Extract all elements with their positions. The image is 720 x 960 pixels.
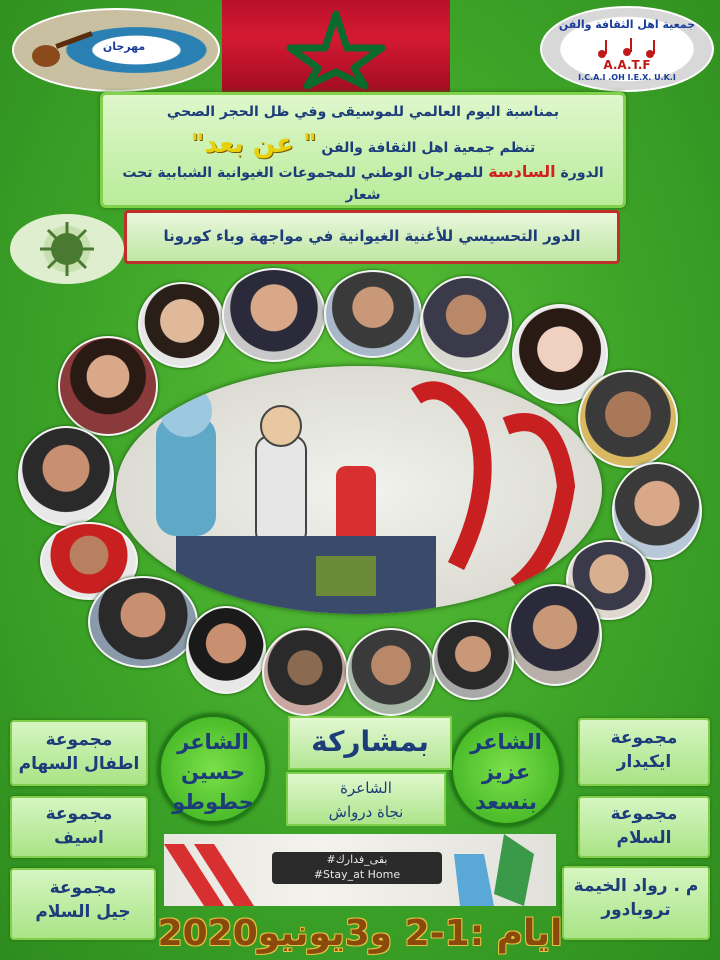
coronavirus-image — [10, 214, 124, 284]
participant-photo — [432, 620, 514, 700]
participant-photo — [346, 628, 436, 716]
poet-first-name: حسين — [181, 760, 245, 784]
edition-suffix: للمهرجان الوطني للمجموعات الغيوانية الشبابية تحت شعار — [122, 165, 484, 203]
poet-right-circle — [450, 714, 562, 826]
stay-home-banner — [272, 852, 442, 884]
association-latin: I.C.A.I .OH I.E.X. U.K.I — [578, 73, 676, 82]
slogan-box: الدور التحسيسي للأغنية الغيوانية في مواجهة وباء كورونا — [124, 210, 620, 264]
group-box-right-3 — [562, 866, 710, 940]
group-label: مجموعة — [45, 804, 113, 824]
guitar-icon — [28, 24, 98, 74]
organizer-text: تنظم جمعية اهل الثقافة والفن — [321, 140, 536, 156]
participant-photo — [324, 270, 422, 358]
poet-title: الشاعر — [177, 730, 249, 754]
announcement-line-3 — [103, 161, 623, 206]
edition-highlight: السادسة — [488, 162, 556, 181]
participant-photo — [420, 276, 512, 372]
association-abbr: A.A.T.F — [603, 58, 651, 72]
group-name: اسيف — [54, 828, 104, 848]
group-name: جيل السلام — [35, 902, 131, 922]
group-label: م . رواد الخيمة — [573, 876, 699, 896]
participant-photo — [222, 268, 326, 362]
moroccan-flag — [222, 0, 450, 92]
participant-photo — [578, 370, 678, 468]
poet-title: الشاعر — [470, 730, 542, 754]
group-label: مجموعة — [49, 878, 117, 898]
poet-left-circle — [158, 714, 268, 824]
covid-mural-image — [116, 366, 602, 614]
group-label: مجموعة — [610, 728, 678, 748]
poetess-box — [286, 772, 446, 826]
participant-photo — [138, 282, 226, 368]
poetess-name: نجاة درواش — [328, 803, 404, 821]
festival-logo — [12, 8, 220, 92]
virus-icon — [10, 214, 124, 284]
stay-home-english: #Stay_at Home — [313, 868, 401, 881]
edition-prefix: الدورة — [560, 165, 604, 181]
group-box-right-1 — [578, 718, 710, 786]
group-label: مجموعة — [610, 804, 678, 824]
participation-title: بمشاركة — [288, 716, 452, 770]
participant-photo — [262, 628, 348, 716]
group-name: تروبادور — [601, 900, 671, 920]
group-name: اطفال السهام — [18, 754, 140, 774]
music-notes-icon — [592, 36, 662, 60]
poet-last-name: بنسعد — [475, 790, 537, 814]
announcement-box — [100, 92, 626, 208]
group-name: السلام — [616, 828, 672, 848]
stay-home-image — [164, 834, 556, 906]
group-name: ايكيدار — [616, 752, 672, 772]
participant-photo — [186, 606, 266, 694]
group-label: مجموعة — [45, 730, 113, 750]
festival-logo-text: مهرجان — [102, 40, 146, 53]
remote-highlight: " عن بعد" — [190, 129, 317, 159]
participant-photo — [18, 426, 114, 526]
group-box-left-1 — [10, 720, 148, 786]
star-icon — [222, 0, 450, 92]
participant-photo — [58, 336, 158, 436]
event-dates: ايام :1-2 و3يونيو2020 — [157, 913, 563, 954]
announcement-line-1: بمناسبة اليوم العالمي للموسيقى وفي ظل الحجر الصحي — [166, 104, 560, 120]
mural-illustration — [116, 366, 602, 614]
stay-home-arabic: #بقى_فدارك — [326, 853, 388, 866]
announcement-line-2 — [103, 129, 623, 159]
association-name: جمعية اهل الثقافة والفن — [558, 18, 696, 31]
poetess-title: الشاعرة — [340, 779, 392, 797]
group-box-left-2 — [10, 796, 148, 858]
association-logo — [540, 6, 714, 92]
group-box-right-2 — [578, 796, 710, 858]
group-box-left-3 — [10, 868, 156, 940]
poet-first-name: عزيز — [481, 760, 531, 784]
participant-photo — [508, 584, 602, 686]
poet-last-name: حطوطو — [172, 790, 254, 814]
participant-photo — [88, 576, 198, 668]
